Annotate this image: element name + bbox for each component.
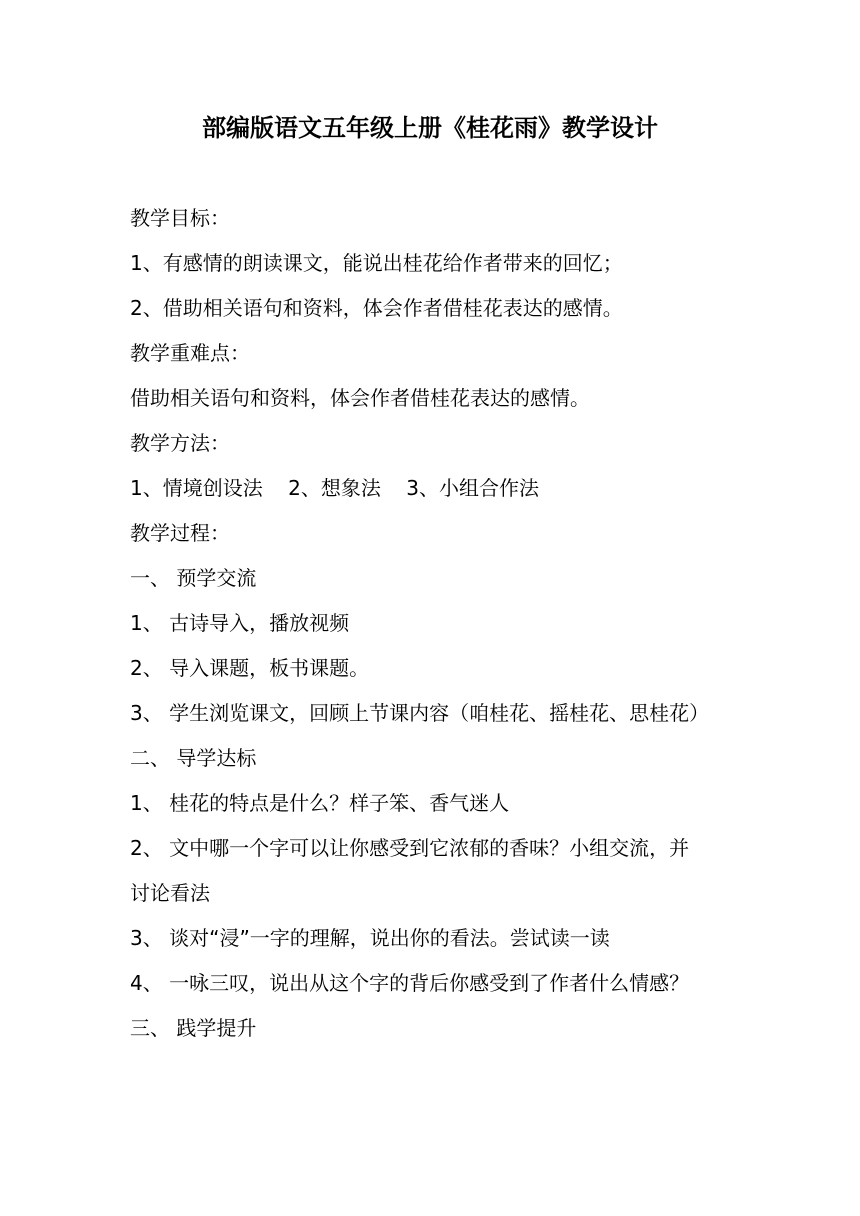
section-heading-key-points: 教学重难点： xyxy=(130,341,250,365)
goal-item: 2、借助相关语句和资料，体会作者借桂花表达的感情。 xyxy=(130,296,623,320)
document-body xyxy=(130,196,750,1051)
process-stage-heading: 二、 导学达标 xyxy=(130,746,257,770)
process-step: 4、 一咏三叹，说出从这个字的背后你感受到了作者什么情感？ xyxy=(130,971,690,995)
process-step: 2、 文中哪一个字可以让你感受到它浓郁的香味？小组交流，并 xyxy=(130,836,690,860)
process-step: 2、 导入课题，板书课题。 xyxy=(130,656,370,680)
process-step: 3、 学生浏览课文，回顾上节课内容（咱桂花、摇桂花、思桂花） xyxy=(130,701,710,725)
section-heading-goals: 教学目标： xyxy=(130,206,230,230)
process-step: 3、 谈对“浸”一字的理解，说出你的看法。尝试读一读 xyxy=(130,926,610,950)
process-step: 1、 古诗导入，播放视频 xyxy=(130,611,350,635)
process-step-continuation: 讨论看法 xyxy=(130,881,210,905)
section-heading-methods: 教学方法： xyxy=(130,431,230,455)
key-point-text: 借助相关语句和资料，体会作者借桂花表达的感情。 xyxy=(130,386,590,410)
section-heading-process: 教学过程： xyxy=(130,521,230,545)
document-title: 部编版语文五年级上册《桂花雨》教学设计 xyxy=(202,114,658,142)
process-stage-heading: 一、 预学交流 xyxy=(130,566,257,590)
process-stage-heading: 三、 践学提升 xyxy=(130,1016,257,1040)
goal-item: 1、有感情的朗读课文，能说出桂花给作者带来的回忆； xyxy=(130,251,623,275)
methods-text: 1、情境创设法 2、想象法 3、小组合作法 xyxy=(130,476,540,500)
process-step: 1、 桂花的特点是什么？样子笨、香气迷人 xyxy=(130,791,510,815)
